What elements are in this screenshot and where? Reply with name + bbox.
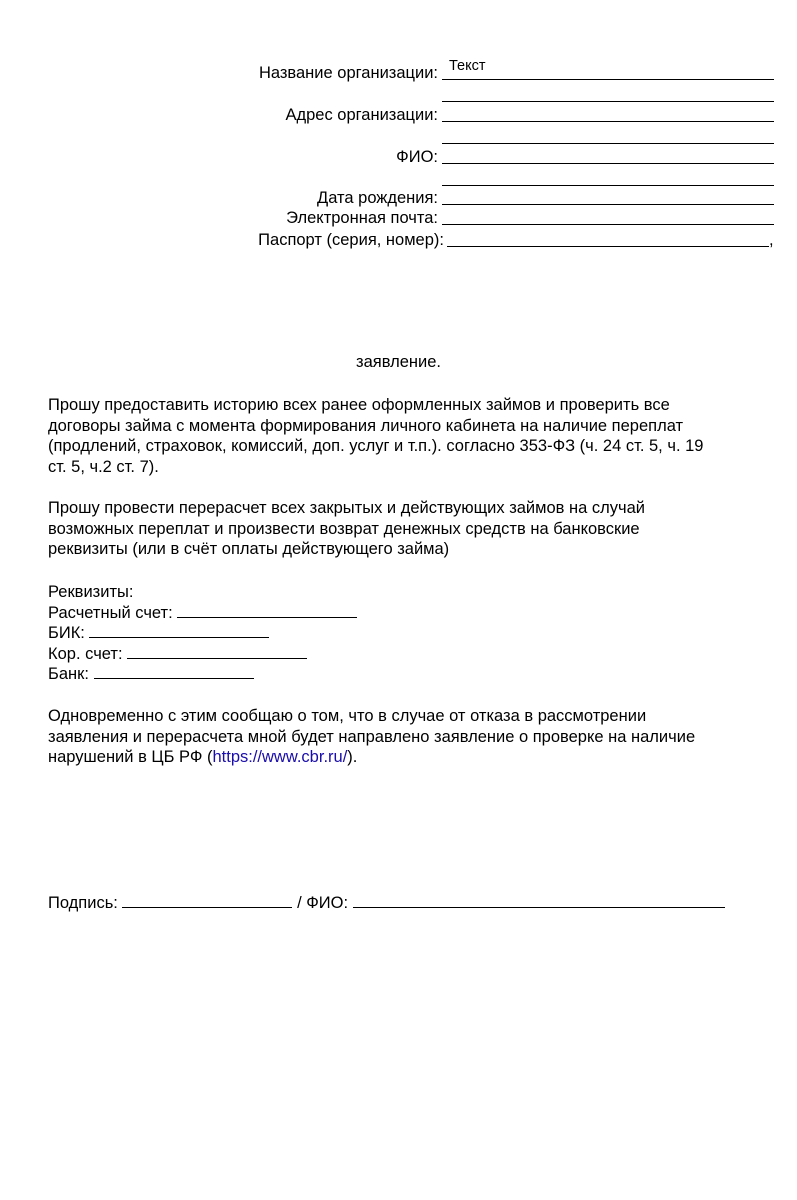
- corr-account-row: [48, 644, 748, 665]
- org-name-value[interactable]: Текст: [449, 58, 486, 74]
- org-name-field[interactable]: [442, 79, 774, 80]
- email-label: Электронная почта:: [286, 209, 438, 227]
- signature-fio-label: / ФИО:: [297, 894, 349, 912]
- paragraph-line: Прошу провести перерасчет всех закрытых и действующих займов на случай: [48, 499, 646, 517]
- email-field[interactable]: [442, 224, 774, 225]
- bik-label: БИК:: [48, 624, 85, 642]
- signature-field[interactable]: [122, 893, 292, 908]
- passport-field[interactable]: [447, 246, 769, 247]
- birth-date-label: Дата рождения:: [317, 189, 438, 207]
- org-name-field-line2[interactable]: [442, 101, 774, 102]
- corr-account-field[interactable]: [127, 644, 307, 659]
- org-address-field[interactable]: [442, 121, 774, 122]
- paragraph-warning: [48, 706, 778, 768]
- org-name-label: Название организации:: [258, 64, 438, 82]
- bik-row: [48, 623, 748, 644]
- bank-label: Банк:: [48, 665, 89, 683]
- corr-account-label: Кор. счет:: [48, 644, 123, 663]
- birth-date-field[interactable]: [442, 204, 774, 205]
- signature-label: Подпись:: [48, 894, 118, 912]
- fio-field-line2[interactable]: [442, 185, 774, 186]
- paragraph-history-request: [48, 395, 778, 477]
- org-name-row-continued: [0, 85, 797, 107]
- requisites-block: [48, 582, 748, 685]
- org-address-row: [0, 105, 797, 127]
- fio-field[interactable]: [442, 163, 774, 164]
- paragraph-recalculation-request: [48, 498, 778, 560]
- paragraph-text: ).: [347, 748, 358, 766]
- account-row: [48, 603, 748, 624]
- paragraph-line: возможных переплат и произвести возврат денежных средств на банковские: [48, 519, 640, 538]
- passport-row: [0, 230, 797, 252]
- org-address-row-continued: [0, 127, 797, 149]
- requisites-heading: Реквизиты:: [48, 583, 134, 601]
- fio-row: [0, 147, 797, 169]
- document-title: заявление.: [356, 353, 441, 371]
- paragraph-line: договоры займа с момента формирования личного кабинета на наличие переплат: [48, 416, 684, 435]
- paragraph-line: (продлений, страховок, комиссий, доп. услуг и т.п.). согласно 353-ФЗ (ч. 24 ст. 5, ч. 19: [48, 437, 704, 455]
- passport-comma: ,: [769, 231, 774, 249]
- paragraph-text: нарушений в ЦБ РФ (: [48, 748, 213, 766]
- paragraph-line: ст. 5, ч.2 ст. 7).: [48, 457, 159, 476]
- signature-row: [48, 893, 725, 914]
- paragraph-line: заявления и перерасчета мной будет направлено заявление о проверке на наличие: [48, 727, 696, 746]
- signature-fio-field[interactable]: [353, 893, 725, 908]
- org-address-field-line2[interactable]: [442, 143, 774, 144]
- bank-field[interactable]: [94, 664, 254, 679]
- account-field[interactable]: [177, 603, 357, 618]
- email-row: [0, 208, 797, 230]
- cbr-link[interactable]: https://www.cbr.ru/: [212, 748, 348, 766]
- birth-date-row: [0, 188, 797, 210]
- bik-field[interactable]: [89, 623, 269, 638]
- org-address-label: Адрес организации:: [285, 106, 438, 124]
- bank-row: [48, 664, 748, 685]
- fio-label: ФИО:: [396, 148, 438, 166]
- paragraph-line-with-link: [48, 747, 778, 768]
- account-label: Расчетный счет:: [48, 603, 173, 622]
- passport-label: Паспорт (серия, номер):: [258, 231, 444, 249]
- paragraph-line: реквизиты (или в счёт оплаты действующего займа): [48, 540, 450, 558]
- org-name-row: [0, 58, 797, 85]
- paragraph-line: Одновременно с этим сообщаю о том, что в случае от отказа в рассмотрении: [48, 707, 647, 725]
- paragraph-line: Прошу предоставить историю всех ранее оформленных займов и проверить все: [48, 396, 670, 414]
